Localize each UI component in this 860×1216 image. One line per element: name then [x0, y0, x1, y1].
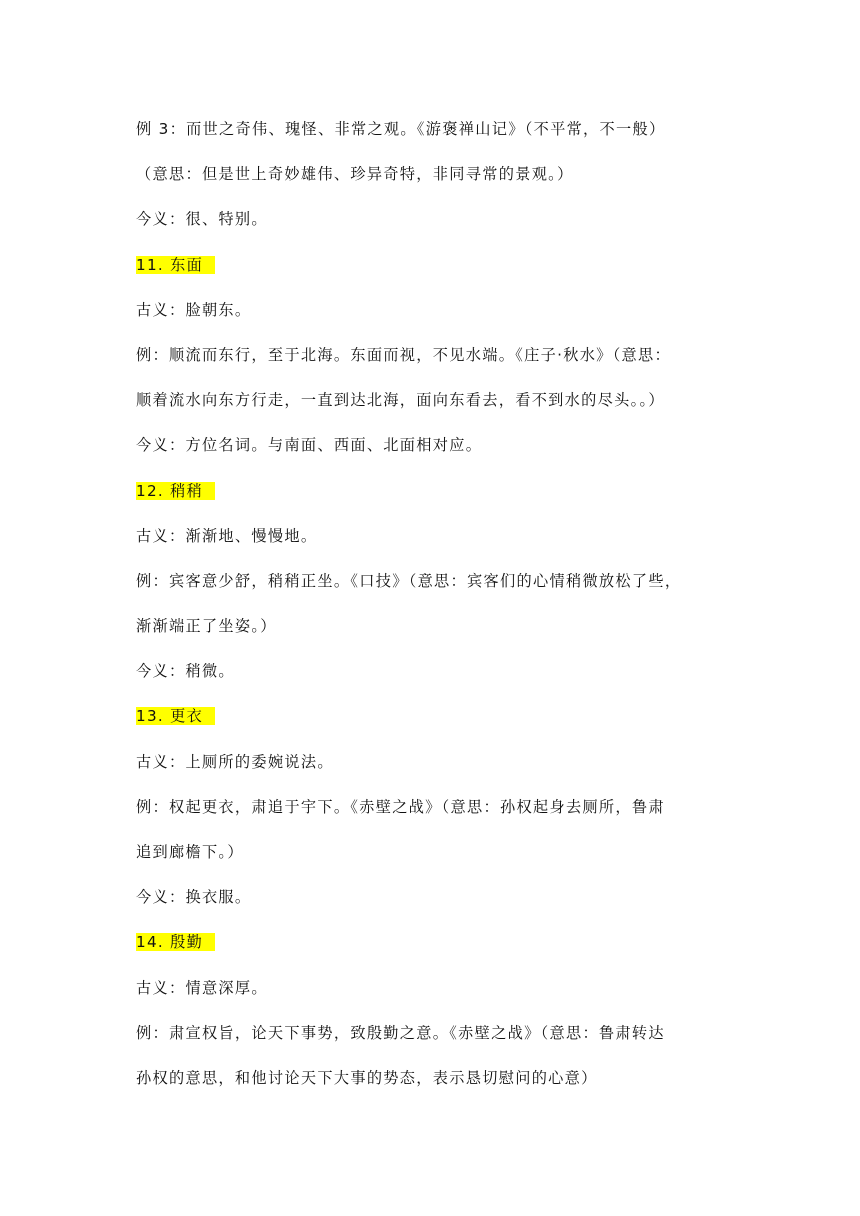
example-line: 例：肃宣权旨，论天下事势，致殷勤之意。《赤壁之战》（意思：鲁肃转达	[136, 1023, 665, 1042]
ancient-meaning-line: 古义：上厕所的委婉说法。	[136, 752, 334, 771]
example-line: 例：权起更衣，肃追于宇下。《赤壁之战》（意思：孙权起身去厕所，鲁肃	[136, 797, 665, 816]
highlighted-heading-text: 12. 稍稍	[136, 482, 215, 500]
ancient-meaning-line: 古义：情意深厚。	[136, 978, 268, 997]
example-continuation-line: 追到廊檐下。）	[136, 843, 244, 861]
modern-meaning-line: 今义：稍微。	[136, 662, 235, 681]
example-line: 例 3：而世之奇伟、瑰怪、非常之观。《游褒禅山记》（不平常，不一般）	[136, 120, 666, 138]
example-continuation-line: 孙权的意思，和他讨论天下大事的势态，表示恳切慰问的心意）	[136, 1068, 598, 1087]
section-heading-14	[136, 920, 736, 965]
example-line: 例：宾客意少舒，稍稍正坐。《口技》（意思：宾客们的心情稍微放松了些，	[136, 571, 682, 590]
section-heading-12	[136, 469, 736, 514]
ancient-meaning-line: 古义：渐渐地、慢慢地。	[136, 526, 318, 545]
modern-meaning-line: 今义：很、特别。	[136, 210, 268, 229]
highlighted-heading-text: 11. 东面	[136, 256, 215, 274]
example-continuation-line: 顺着流水向东方行走，一直到达北海，面向东看去，看不到水的尽头。。）	[136, 391, 665, 410]
modern-meaning-line: 今义：换衣服。	[136, 888, 252, 907]
example-line: 例：顺流而东行，至于北海。东面而视，不见水端。《庄子·秋水》（意思：	[136, 345, 672, 364]
section-heading-13	[136, 694, 736, 739]
highlighted-heading-text: 13. 更衣	[136, 707, 215, 725]
ancient-meaning-line: 古义：脸朝东。	[136, 300, 252, 319]
section-heading-11	[136, 243, 736, 288]
modern-meaning-line: 今义：方位名词。与南面、西面、北面相对应。	[136, 436, 483, 455]
example-continuation-line: 渐渐端正了坐姿。）	[136, 617, 277, 636]
document-page	[136, 107, 736, 1101]
highlighted-heading-text: 14. 殷勤	[136, 933, 215, 951]
meaning-line: （意思：但是世上奇妙雄伟、珍异奇特，非同寻常的景观。）	[136, 165, 574, 184]
